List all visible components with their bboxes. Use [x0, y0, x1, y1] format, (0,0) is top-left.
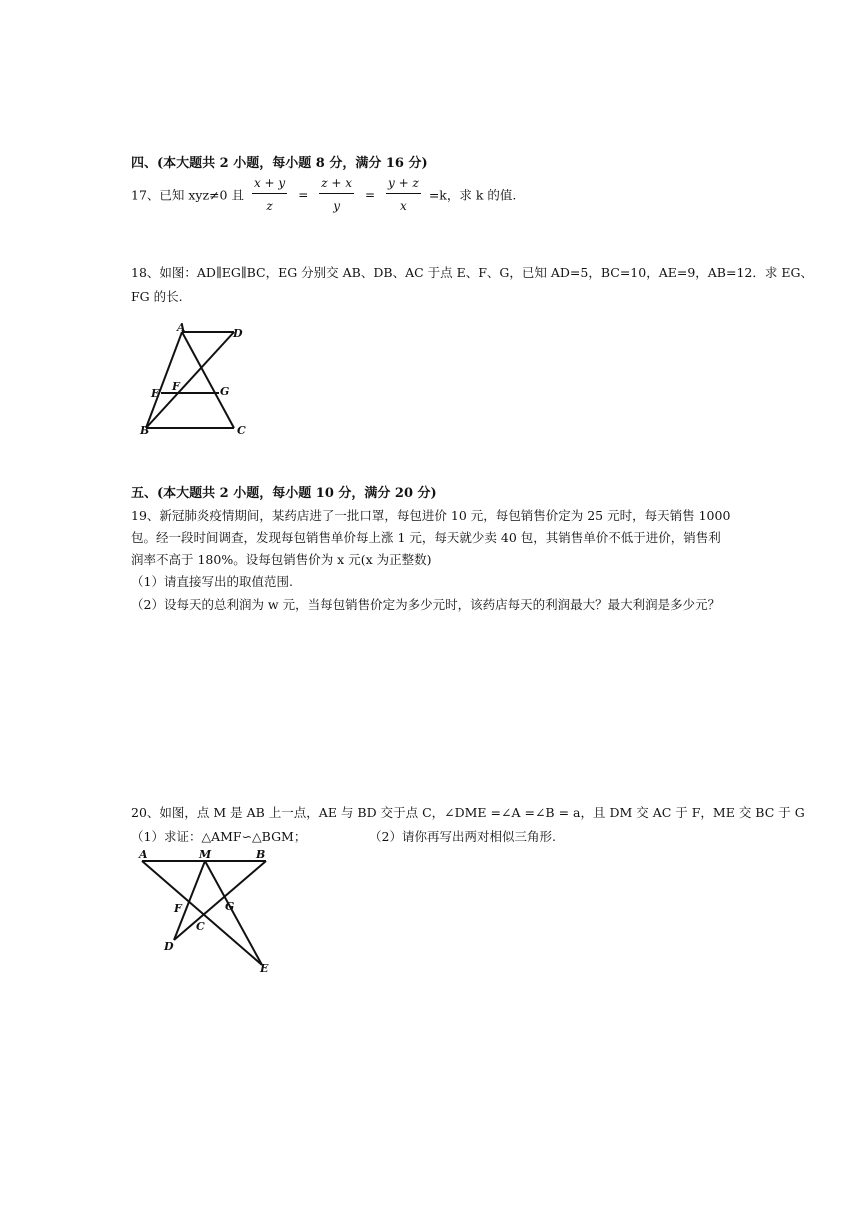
q17-frac3-numerator: y + z — [386, 176, 421, 194]
q20-label-e: E — [260, 962, 269, 975]
q18-label-f: F — [172, 380, 180, 393]
q18-line-1: 18、如图：AD∥EG∥BC，EG 分别交 AB、DB、AC 于点 E、F、G，已知 AD=5，BC=10，AE=9，AB=12．求 EG、 — [131, 265, 813, 280]
segment-ae — [142, 861, 262, 965]
q18-figure — [136, 322, 256, 442]
q17-equals-2: = — [365, 187, 376, 202]
q20-label-g: G — [225, 900, 235, 913]
q18-label-b: B — [140, 424, 150, 437]
q17-fraction-2 — [319, 176, 354, 213]
q20-label-a: A — [139, 848, 148, 861]
q18-line-2: FG 的长. — [131, 289, 183, 304]
q18-label-d: D — [233, 327, 243, 340]
q20-label-f: F — [174, 902, 182, 915]
q20-label-b: B — [256, 848, 266, 861]
q17-equals-1: = — [298, 187, 309, 202]
q20-label-m: M — [199, 848, 212, 861]
section-4-heading: 四、(本大题共 2 小题，每小题 8 分，满分 16 分) — [131, 156, 428, 171]
q17-frac3-denominator: x — [400, 199, 407, 213]
q17-frac1-numerator: x + y — [252, 176, 287, 194]
q17-suffix: =k，求 k 的值. — [428, 187, 517, 203]
q20-label-d: D — [164, 940, 174, 953]
q19-part-1: （1）请直接写出的取值范围. — [131, 574, 293, 589]
q20-figure — [136, 848, 276, 978]
q17-frac1-denominator: z — [266, 199, 273, 213]
segment-me — [205, 861, 262, 965]
q17-frac2-denominator: y — [333, 199, 341, 213]
q20-part-1: （1）求证：△AMF∽△BGM； — [131, 829, 307, 844]
q18-label-e: E — [151, 387, 160, 400]
q19-line-2: 包。经一段时间调查，发现每包销售单价每上涨 1 元，每天就少卖 40 包，其销售单价不低于进价，销售利 — [131, 530, 721, 545]
q19-line-1: 19、新冠肺炎疫情期间，某药店进了一批口罩，每包进价 10 元，每包销售价定为 25 元时，每天销售 1000 — [131, 508, 731, 523]
q17-fraction-1 — [252, 176, 287, 213]
q18-figure-lines — [146, 332, 234, 428]
q17-fraction-3 — [386, 176, 421, 213]
section-5-heading: 五、(本大题共 2 小题，每小题 10 分，满分 20 分) — [131, 486, 437, 501]
question-17 — [131, 176, 516, 213]
q20-label-c: C — [196, 920, 205, 933]
q20-part-2: （2）请你再写出两对相似三角形. — [369, 829, 556, 844]
q18-label-a: A — [177, 322, 186, 334]
q17-frac2-numerator: z + x — [319, 176, 354, 194]
q19-part-2: （2）设每天的总利润为 w 元，当每包销售价定为多少元时，该药店每天的利润最大？最大利润是多少元？ — [131, 597, 721, 612]
q18-label-g: G — [220, 385, 230, 398]
q17-prefix: 17、已知 xyz≠0 且 — [131, 187, 244, 203]
q20-line-1: 20、如图，点 M 是 AB 上一点，AE 与 BD 交于点 C，∠DME =∠A =∠B = a，且 DM 交 AC 于 F，ME 交 BC 于 G — [131, 805, 805, 820]
q18-label-c: C — [237, 424, 246, 437]
q19-line-3: 润率不高于 180%。设每包销售价为 x 元(x 为正整数) — [131, 552, 432, 567]
q20-figure-lines — [142, 861, 266, 965]
